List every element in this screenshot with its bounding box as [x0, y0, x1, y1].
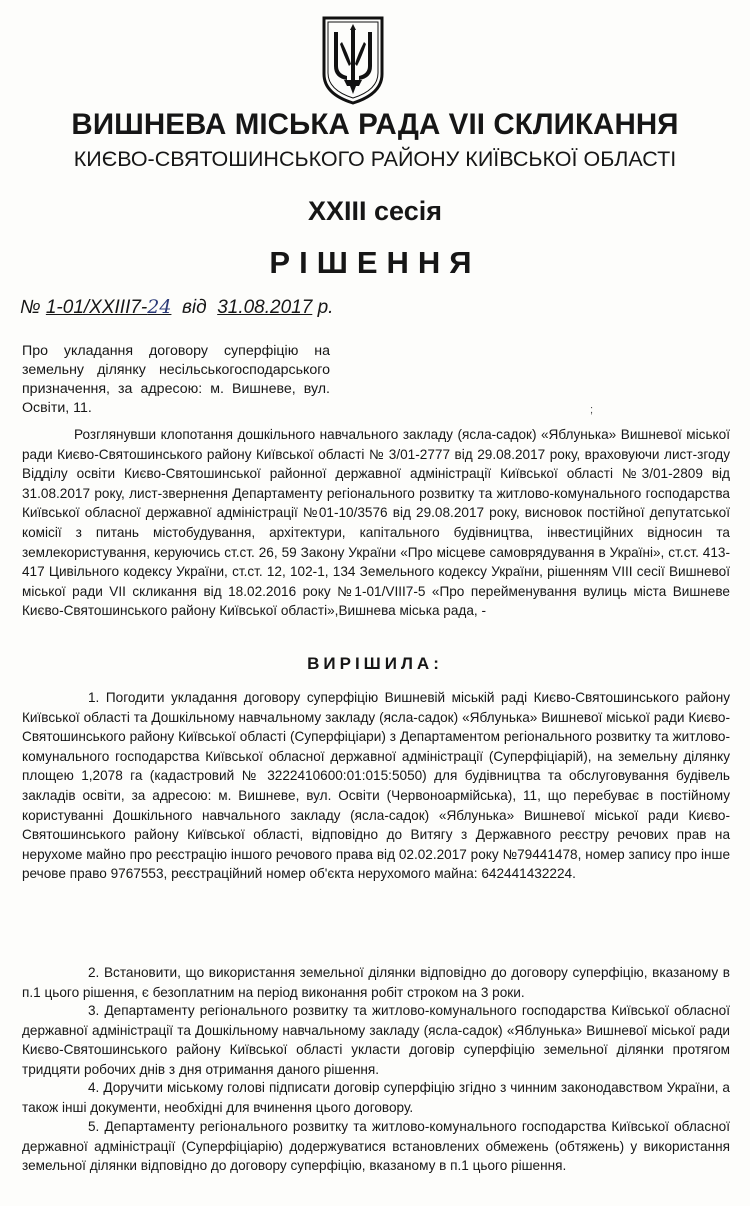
decision-item-3: 3. Департаменту регіонального розвитку та житлово-комунального господарства Київської обласної державної адміністрації та Дошкільному навчальному закладу (ясла-садок) «Яблунька» Вишневої міської ради Києво-Святошинського району Київської області укласти договір суперфіцію земельної ділянки протягом тридцяти робочих днів з дня отримання даного рішення.: [22, 1003, 730, 1077]
session-number: XXIII сесія: [308, 196, 442, 226]
decision-item-5: 5. Департаменту регіонального розвитку та житлово-комунального господарства Київської обласної державної адміністрації (Суперфіціарію) додержуватися встановлених обмежень (обтяжень) у використання земельної ділянки відповідно до договору суперфіцію, вказаному в п.1 цього рішення.: [22, 1119, 730, 1174]
district-name: КИЄВО-СВЯТОШИНСЬКОГО РАЙОНУ КИЇВСЬКОЇ ОБЛАСТІ: [73, 147, 677, 171]
number-sign: №: [20, 297, 41, 318]
decision-item-1: 1. Погодити укладання договору суперфіцію Вишневій міській раді Києво-Святошинського району Київської області та Дошкільному навчальному закладу (ясла-садок) «Яблунька» Вишневої міської ради Києво-Святошинського району Київської області (Суперфіціари) з Департаментом регіонального розвитку та житлово-комунального господарства Київської обласної державної адміністрації (Суперфіціарій), на земельну ділянку площею 1,2078 га (кадастровий № 3222410600:01:015:5050) для будівництва та обслуговування будівель закладів освіти, за адресою: м. Вишневе, вул. Освіти (Червоноармійська), 11, що перебуває в постійному користуванні Дошкільного навчального закладу (ясла-садок) «Яблунька» Вишневої міської ради Києво-Святошинського району Київської області, відповідно до Витягу з Державного реєстру речових прав на нерухоме майно про реєстрацію іншого речового права від 02.02.2017 року №79441478, номер запису про інше речове право 9767553, реєстраційний номер об'єкта нерухомого майна: 642441432224.: [22, 690, 730, 882]
decision-item-4: 4. Доручити міському голові підписати договір суперфіцію згідно з чинним законодавством України, а також інші документи, необхідні для вчинення цього договору.: [22, 1080, 730, 1115]
stray-mark: ;: [590, 404, 594, 416]
decision-number-line: [20, 296, 333, 319]
decision-title: РІШЕННЯ: [269, 245, 481, 280]
decision-date: 31.08.2017: [217, 297, 313, 318]
decision-item-2: 2. Встановити, що використання земельної ділянки відповідно до договору суперфіцію, вказаному в п.1 цього рішення, є безоплатним на період виконання робіт строком на 3 роки.: [22, 965, 730, 1000]
resolved-heading: ВИРІШИЛА:: [307, 654, 443, 673]
year-suffix: р.: [317, 297, 334, 318]
preamble-paragraph: Розглянувши клопотання дошкільного навчального закладу (ясла-садок) «Яблунька» Вишневої міської ради Києво-Святошинського району Київської області № 3/01-2777 від 29.08.2017 року, враховуючи лист-згоду Відділу освіти Києво-Святошинської районної державної адміністрації Київської області №3/01-2809 від 31.08.2017 року, лист-звернення Департаменту регіонального розвитку та житлово-комунального господарства Київської обласної державної адміністрації №01-10/3576 від 29.08.2017 року, висновок постійної депутатської комісії з питань містобудування, архітектури, капітального будівництва, інвестиційних відносин та землекористування, керуючись ст.ст. 26, 59 Закону України «Про місцеве самоврядування в Україні», ст.ст. 413-417 Цивільного кодексу України, ст.ст. 12, 102-1, 134 Земельного кодексу України, рішенням VIII сесії Вишневої міської ради VII скликання від 18.02.2016 року №1-01/VIII7-5 «Про перейменування вулиць міста Вишневе Києво-Святошинського району Київської області»,Вишнева міська рада, -: [22, 427, 730, 619]
tryzub-coat-of-arms-icon: [320, 14, 386, 106]
decision-number-handwritten: 24: [147, 296, 172, 318]
decision-number-printed: 1-01/XXIII7-: [45, 297, 148, 318]
decision-number: [46, 297, 172, 318]
from-label: від: [182, 297, 207, 318]
council-name: ВИШНЕВА МІСЬКА РАДА VII СКЛИКАННЯ: [71, 108, 679, 141]
decision-subject: Про укладання договору суперфіцію на земельну ділянку несільськогосподарського призначення, за адресою: м. Вишневе, вул. Освіти, 11.: [22, 343, 330, 416]
